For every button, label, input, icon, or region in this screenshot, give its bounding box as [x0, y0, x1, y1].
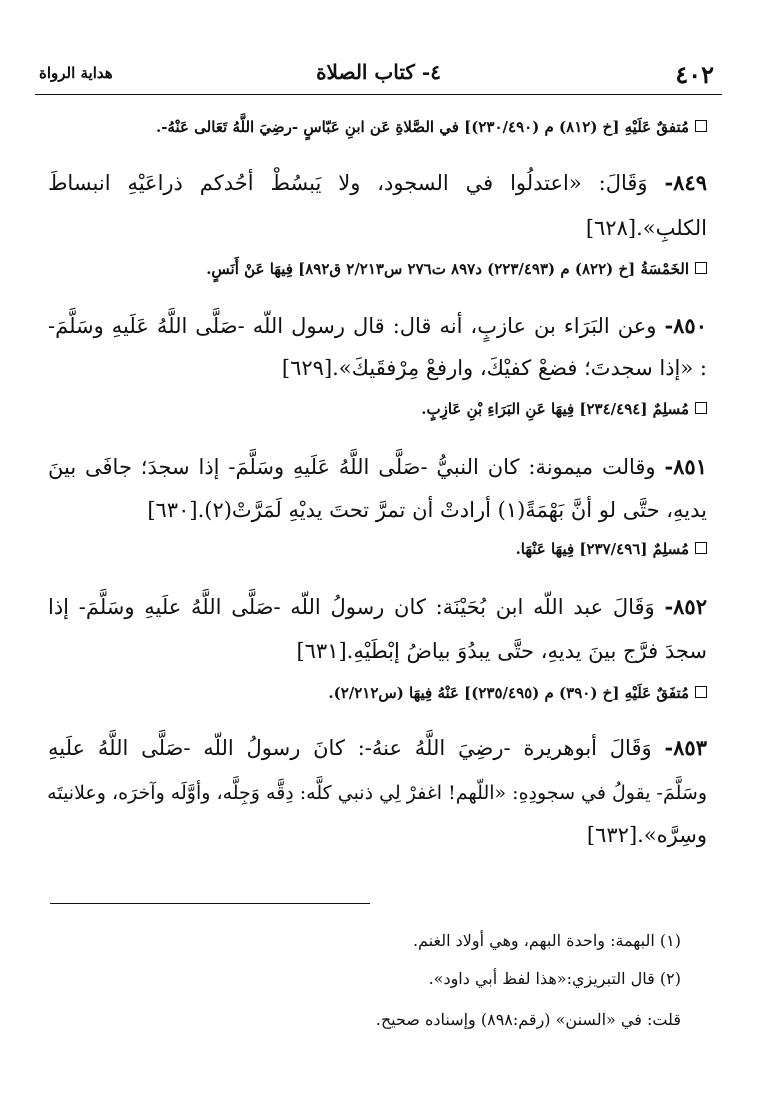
hadith-number: ٨٥٣- [664, 735, 707, 760]
hadith-line: يديهِ، حتَّى لو أنَّ بَهْمَةً(١) أرادتْ أن تمرَّ تحتَ يديْهِ لَمَرَّتْ(٢).[٦٣٠] [147, 498, 707, 522]
footnote-divider [50, 903, 370, 904]
hadith-line: ٨٥٠- وعن البَرَاء بن عازبٍ، أنه قال: قال رسول اللّه -صَلَّى اللَّهُ عَلَيهِ وسَلَّمَ- [48, 313, 707, 338]
hadith-line: ٨٥٣- وَقَالَ أبوهريرة -رضِيَ اللَّهُ عنهُ-: كانَ رسولُ اللّه -صَلَّى اللَّهُ علَيهِ [48, 735, 707, 760]
footnote: (١) البهمة: واحدة البهم، وهي أولاد الغنم. [412, 931, 681, 950]
hadith-number: ٨٥٢- [664, 594, 707, 619]
square-bullet-icon [695, 120, 707, 132]
book-title: هداية الرواة [39, 64, 113, 82]
hadith-number: ٨٥١- [664, 454, 707, 479]
square-bullet-icon [695, 262, 707, 274]
hadith-number: ٨٤٩- [664, 170, 707, 195]
hadith-line: الكلبِ».[٦٢٨] [585, 216, 707, 240]
hadith-source: مُسلِمٌ [٢٣٤/٤٩٤] فِيهَا عَنِ البَرَاءِ بْنِ عَازِبٍ. [48, 398, 707, 420]
footnote: (٢) قال التبريزي:«هذا لفظ أبي داود». [428, 969, 681, 988]
hadith-source: مُسلِمٌ [٢٣٧/٤٩٦] فِيهَا عَنْهَا. [48, 538, 707, 560]
hadith-line: : «إذا سجدتَ؛ فضعْ كفيْكَ، وارفعْ مِرْفقَيكَ».[٦٢٩] [281, 356, 707, 380]
chapter-title: ٤- كتاب الصلاة [316, 60, 441, 84]
page-number: ٤٠٢ [675, 60, 714, 89]
hadith-source: مُتفقٌ عَلَيْهِ [خ (٨١٢) م (٢٣٠/٤٩٠)] في الصَّلاةِ عَن ابنِ عَبّاسٍ -رضِيَ اللَّهُ تَعَالى عَنْهُ-. [48, 116, 707, 138]
hadith-line: وسَلَّمَ- يقولُ في سجودِهِ: «اللّهم! اغفرْ لِي ذنبي كلَّه: دِقَّه وَجِلَّه، وأوَّلَه وآخرَه، وعلانيتَه [47, 782, 707, 804]
hadith-line: ٨٥٢- وَقَالَ عبد اللّه ابن بُحَيْنَة: كان رسولُ اللّه -صَلَّى اللَّهُ علَيهِ وسَلَّمَ- إذا [48, 594, 707, 619]
hadith-number: ٨٥٠- [664, 313, 707, 338]
square-bullet-icon [695, 402, 707, 414]
hadith-line: سجدَ فرَّج بينَ يديهِ، حتَّى يبدُوَ بياضُ إبْطَيْهِ.[٦٣١] [296, 639, 707, 663]
hadith-source: مُتفَقٌ عَلَيْهِ [خ (٣٩٠) م (٢٣٥/٤٩٥)] عَنْهُ فِيهَا (س٢/٢١٢). [48, 682, 707, 704]
hadith-line: ٨٤٩- وَقَالَ: «اعتدلُوا في السجود، ولا يَبسُطْ أحُدكم ذراعَيْهِ انبساطَ [48, 170, 707, 195]
square-bullet-icon [695, 542, 707, 554]
square-bullet-icon [695, 686, 707, 698]
hadith-line: وسِرَّه».[٦٣٢] [586, 823, 707, 847]
page-header [35, 52, 722, 95]
footnote: قلت: في «السنن» (رقم:٨٩٨) وإسناده صحيح. [375, 1010, 681, 1029]
hadith-line: ٨٥١- وقالت ميمونة: كان النبيُّ -صَلَّى اللَّهُ عَلَيهِ وسَلَّمَ- إذا سجدَ؛ جافَى بينَ [48, 454, 707, 479]
hadith-source: الخَمْسَةُ [خ (٨٢٢) م (٢٢٣/٤٩٣) د٨٩٧ ت٢٧٦ س٢/٢١٣ ق٨٩٢] فِيهَا عَنْ أَنَسٍ. [48, 258, 707, 280]
